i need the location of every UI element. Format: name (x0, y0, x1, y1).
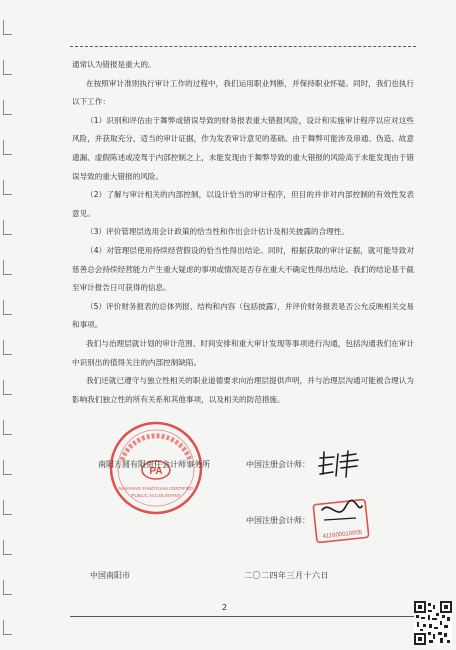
binding-marks (0, 0, 14, 650)
firm-seal-english-1: NANYANG FANGYUAN CERTIFIED (118, 486, 194, 491)
cpa-label-2: 中国注册会计师： (246, 516, 310, 525)
footer-rule (70, 616, 416, 617)
paragraph-8: 我们还就已遵守与独立性相关的职业道德要求向治理层提供声明，并与治理层沟通可能被合理认为影响我们独立性的所有关系和其他事项，以及相关的防范措施。 (72, 376, 414, 404)
location: 中国南阳市 (90, 571, 130, 580)
paragraph-0: 通常认为错报是重大的。 (72, 60, 156, 69)
firm-seal-center: PA (149, 466, 163, 477)
paragraph-5: （4）对管理层使用持续经营假设的恰当性得出结论。同时，根据获取的审计证据，就可能导致对慈善总会持续经营能力产生重大疑虑的事项或情况是否存在重大不确定性得出结论。我们的结论基于截至审计报告日可获得的信息。 (72, 245, 414, 293)
header-rule (70, 46, 416, 47)
paragraph-7: 我们与治理层就计划的审计范围、时间安排和重大审计发现等事项进行沟通，包括沟通我们在审计中识别出的值得关注的内部控制缺陷。 (72, 338, 414, 367)
cpa-seal-number: 411600010005 (322, 529, 363, 540)
report-body (72, 56, 414, 409)
cpa-seal (312, 496, 370, 544)
paragraph-1: 在按照审计准则执行审计工作的过程中，我们运用职业判断，并保持职业怀疑。同时，我们也执行以下工作： (72, 78, 414, 107)
page-number: 2 (222, 603, 228, 612)
paragraph-6: （5）评价财务报表的总体列报、结构和内容（包括披露），并评价财务报表是否公允反映相关交易和事项。 (72, 301, 414, 330)
firm-seal-english-2: PUBLIC ACCOUNTANT (131, 493, 181, 498)
paragraph-3: （2）了解与审计相关的内部控制，以设计恰当的审计程序，但目的并非对内部控制的有效性发表意见。 (72, 190, 414, 218)
cpa-signature-1 (316, 448, 362, 480)
paragraph-2: （1）识别和评估由于舞弊或错误导致的财务报表重大错报风险，设计和实施审计程序以应对这些风险，并获取充分、适当的审计证据，作为发表审计意见的基础。由于舞弊可能涉及串通、伪造、故意遗漏、虚假陈述或凌驾于内部控制之上，未能发现由于舞弊导致的重大错报的风险高于未能发现由于错误导致的重大错报的风险。 (72, 115, 414, 181)
accounting-firm-name: 南阳方圆有限责任会计师事务所 (98, 460, 210, 469)
qr-code (414, 601, 452, 645)
paragraph-4: （3）评价管理层选用会计政策的恰当性和作出会计估计及相关披露的合理性。 (86, 227, 350, 237)
cpa-label-1: 中国注册会计师： (246, 460, 310, 469)
report-date: 二〇二四年三月十六日 (244, 571, 329, 580)
